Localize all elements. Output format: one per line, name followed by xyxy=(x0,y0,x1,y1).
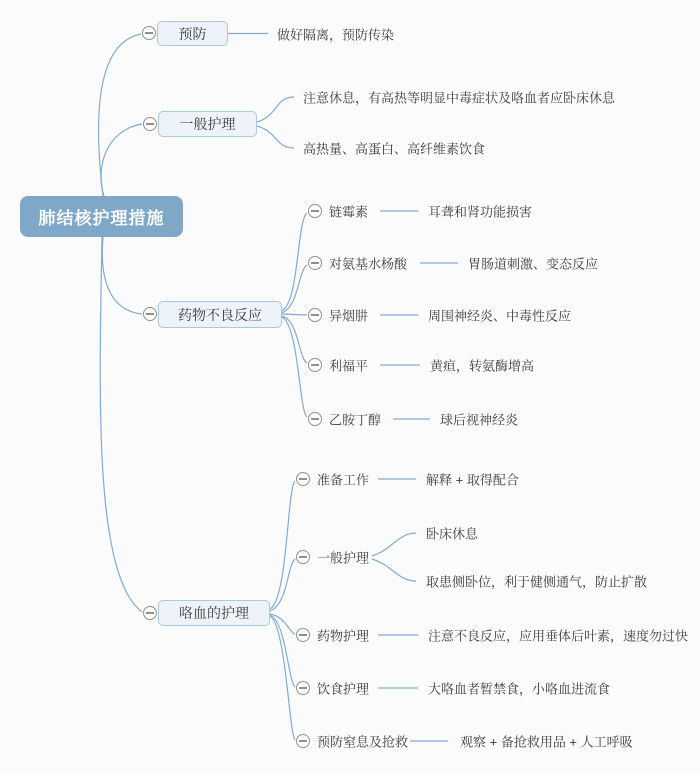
root-node-label: 肺结核护理措施 xyxy=(38,209,165,228)
node-isoniazid[interactable]: 异烟肼 xyxy=(329,308,369,324)
minus-icon xyxy=(146,123,154,124)
leaf-medication-detail[interactable]: 注意不良反应，应用垂体后叶素，速度勿过快 xyxy=(428,628,689,644)
node-hemoptysis-care[interactable] xyxy=(158,600,270,626)
collapse-icon[interactable] xyxy=(308,412,322,426)
edge-hemo-preparation xyxy=(270,481,295,609)
edge-drug-pas xyxy=(282,265,307,313)
collapse-icon[interactable] xyxy=(296,734,310,748)
node-medication-care[interactable]: 药物护理 xyxy=(317,628,370,644)
node-prevention[interactable] xyxy=(157,21,228,46)
collapse-icon[interactable] xyxy=(296,681,310,695)
minus-icon xyxy=(145,32,153,33)
edge-general-leaf-1 xyxy=(257,97,294,122)
node-preparation[interactable]: 准备工作 xyxy=(317,472,370,488)
minus-icon xyxy=(299,478,307,479)
leaf-ethambutol-effect[interactable]: 球后视神经炎 xyxy=(440,412,519,428)
leaf-rest-advice[interactable]: 注意休息，有高热等明显中毒症状及咯血者应卧床休息 xyxy=(303,90,616,106)
minus-icon xyxy=(299,634,307,635)
leaf-streptomycin-effect[interactable]: 耳聋和肾功能损害 xyxy=(428,204,533,220)
leaf-rescue-detail[interactable]: 观察 + 备抢救用品 + 人工呼吸 xyxy=(460,734,633,750)
minus-icon xyxy=(299,556,307,557)
leaf-pas-effect[interactable]: 胃肠道刺激、变态反应 xyxy=(468,256,599,272)
collapse-icon[interactable] xyxy=(308,358,322,372)
collapse-icon[interactable] xyxy=(308,308,322,322)
node-asphyxia-prevention-rescue[interactable]: 预防窒息及抢救 xyxy=(317,734,409,750)
collapse-icon[interactable] xyxy=(143,606,157,620)
edge-general-leaf-2 xyxy=(257,126,294,148)
minus-icon xyxy=(146,612,154,613)
root-node[interactable] xyxy=(20,196,183,237)
node-drug-adverse-reactions-label: 药物不良反应 xyxy=(178,306,262,323)
edge-root-drug-reactions xyxy=(102,237,142,314)
node-rifampicin[interactable]: 利福平 xyxy=(329,358,369,374)
edge-root-general-care xyxy=(101,124,142,196)
collapse-icon[interactable] xyxy=(296,472,310,486)
edge-drug-rifampicin xyxy=(282,316,307,363)
node-streptomycin[interactable]: 链霉素 xyxy=(329,204,369,220)
node-diet-care[interactable]: 饮食护理 xyxy=(317,681,370,697)
leaf-isolation[interactable]: 做好隔离，预防传染 xyxy=(277,27,395,43)
node-general-care-label: 一般护理 xyxy=(179,116,236,132)
node-general-care[interactable] xyxy=(158,111,257,137)
minus-icon xyxy=(311,314,319,315)
collapse-icon[interactable] xyxy=(142,26,156,40)
edge-drug-ethambutol xyxy=(282,317,307,417)
node-pas[interactable]: 对氨基水杨酸 xyxy=(329,256,408,272)
leaf-bed-rest[interactable]: 卧床休息 xyxy=(426,526,479,542)
collapse-icon[interactable] xyxy=(308,204,322,218)
leaf-lateral-position[interactable]: 取患侧卧位，利于健侧通气，防止扩散 xyxy=(426,574,648,590)
collapse-icon[interactable] xyxy=(143,307,157,321)
minus-icon xyxy=(311,210,319,211)
minus-icon xyxy=(311,364,319,365)
minus-icon xyxy=(311,418,319,419)
leaf-preparation-detail[interactable]: 解释 + 取得配合 xyxy=(426,472,519,488)
leaf-rifampicin-effect[interactable]: 黄疸，转氨酶增高 xyxy=(430,358,535,374)
edge-hemo-general-leaf-2 xyxy=(372,559,416,581)
edge-drug-isoniazid xyxy=(282,314,307,315)
collapse-icon[interactable] xyxy=(143,117,157,131)
collapse-icon[interactable] xyxy=(296,628,310,642)
edge-root-hemoptysis xyxy=(100,237,142,612)
minus-icon xyxy=(299,740,307,741)
leaf-diet-advice[interactable]: 高热量、高蛋白、高纤维素饮食 xyxy=(303,141,486,157)
edge-hemo-general-leaf-1 xyxy=(372,533,416,556)
minus-icon xyxy=(311,262,319,263)
edge-hemo-general xyxy=(270,559,295,611)
node-prevention-label: 预防 xyxy=(178,25,207,42)
collapse-icon[interactable] xyxy=(296,550,310,564)
node-ethambutol[interactable]: 乙胺丁醇 xyxy=(329,412,382,428)
leaf-isoniazid-effect[interactable]: 周围神经炎、中毒性反应 xyxy=(428,308,572,324)
node-hemoptysis-care-label: 咯血的护理 xyxy=(179,605,249,621)
collapse-icon[interactable] xyxy=(308,256,322,270)
node-drug-adverse-reactions[interactable] xyxy=(158,301,282,328)
minus-icon xyxy=(146,313,154,314)
node-hemoptysis-general-care[interactable]: 一般护理 xyxy=(317,550,370,566)
edge-root-prevention xyxy=(99,34,141,196)
minus-icon xyxy=(299,687,307,688)
leaf-diet-detail[interactable]: 大咯血者暂禁食，小咯血进流食 xyxy=(428,681,611,697)
